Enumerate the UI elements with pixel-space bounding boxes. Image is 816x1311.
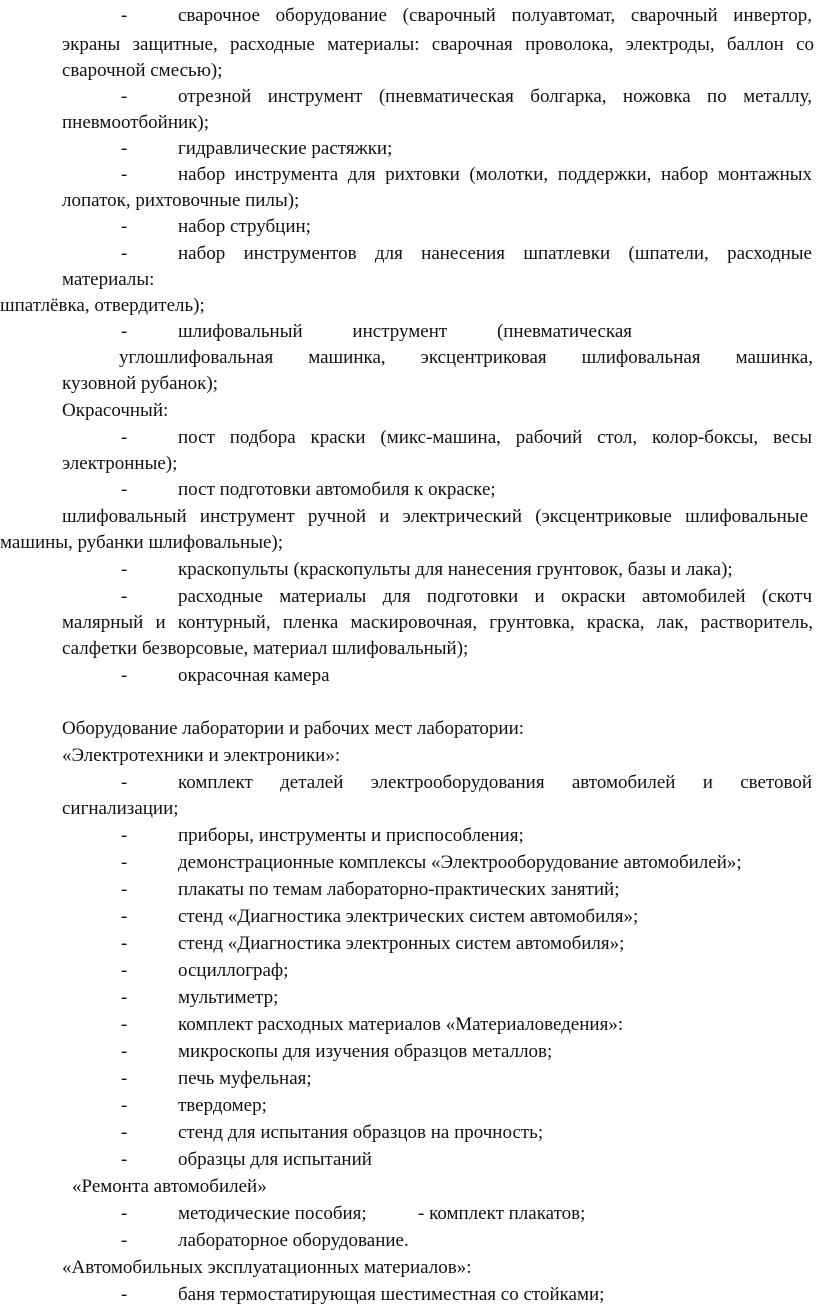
- list-item-text-inline: - комплект плакатов;: [418, 1203, 586, 1224]
- list-dash: -: [121, 164, 128, 185]
- section-heading: Оборудование лаборатории и рабочих мест лаборатории:: [62, 718, 525, 739]
- text-line: электронные);: [62, 453, 178, 474]
- list-item-text: пост подбора краски (микс-машина, рабочий стол, колор-боксы, весы: [178, 427, 812, 448]
- list-item-text: приборы, инструменты и приспособления;: [178, 825, 524, 846]
- list-dash: -: [121, 1068, 128, 1089]
- list-item-text: комплект расходных материалов «Материаловедения»:: [178, 1014, 624, 1035]
- list-dash: -: [121, 1041, 128, 1062]
- text-line: сварочной смесью);: [62, 60, 223, 81]
- list-dash: -: [121, 825, 128, 846]
- list-dash: -: [121, 321, 128, 342]
- list-item-text: набор инструментов для нанесения шпатлевки (шпатели, расходные: [178, 243, 812, 264]
- list-item-text: стенд для испытания образцов на прочность;: [178, 1122, 544, 1143]
- text-line: салфетки безворсовые, материал шлифовальный);: [62, 638, 469, 659]
- text-line: малярный и контурный, пленка маскировочная, грунтовка, краска, лак, растворитель,: [62, 612, 813, 633]
- list-dash: -: [121, 665, 128, 686]
- list-item-text: окрасочная камера: [178, 665, 330, 686]
- list-item: [0, 84, 816, 110]
- text-line: шлифовальный инструмент ручной и электрический (эксцентриковые шлифовальные: [62, 506, 808, 527]
- list-item-text: лабораторное оборудование.: [178, 1230, 409, 1251]
- list-item-text: микроскопы для изучения образцов металлов;: [178, 1041, 553, 1062]
- subsection-heading: «Автомобильных эксплуатационных материалов»:: [62, 1257, 472, 1278]
- list-item-text: плакаты по темам лабораторно-практических занятий;: [178, 879, 620, 900]
- list-item-text: расходные материалы для подготовки и окраски автомобилей (скотч: [178, 586, 812, 607]
- subsection-heading: «Ремонта автомобилей»: [72, 1176, 267, 1197]
- list-dash: -: [121, 906, 128, 927]
- list-dash: -: [121, 427, 128, 448]
- list-item: [0, 584, 816, 610]
- list-item-text: стенд «Диагностика электрических систем автомобиля»;: [178, 906, 639, 927]
- text-line: машины, рубанки шлифовальные);: [0, 532, 284, 553]
- list-dash: -: [121, 1203, 128, 1224]
- list-dash: -: [121, 1095, 128, 1116]
- list-item-text: твердомер;: [178, 1095, 267, 1116]
- list-item: [0, 1201, 816, 1227]
- subsection-heading: «Электротехники и электроники»:: [62, 745, 341, 766]
- text-line: пневмоотбойник);: [62, 112, 209, 133]
- text-line: кузовной рубанок);: [62, 373, 219, 394]
- list-item-text: методические пособия;: [178, 1203, 367, 1224]
- list-item-text: отрезной инструмент (пневматическая болгарка, ножовка по металлу,: [178, 86, 812, 107]
- list-dash: -: [121, 5, 128, 26]
- list-dash: -: [121, 86, 128, 107]
- list-dash: -: [121, 879, 128, 900]
- list-item-text: стенд «Диагностика электронных систем автомобиля»;: [178, 933, 625, 954]
- list-dash: -: [121, 479, 128, 500]
- list-item: [0, 770, 816, 796]
- list-item-text: печь муфельная;: [178, 1068, 312, 1089]
- list-item: [0, 241, 816, 267]
- list-item-text: шлифовальный инструмент (пневматическая: [178, 321, 632, 342]
- list-item-text: пост подготовки автомобиля к окраске;: [178, 479, 496, 500]
- list-item-text: набор инструмента для рихтовки (молотки, поддержки, набор монтажных: [178, 164, 812, 185]
- list-item-text: образцы для испытаний: [178, 1149, 372, 1170]
- list-item-text: сварочное оборудование (сварочный полуавтомат, сварочный инвертор,: [178, 5, 812, 26]
- list-dash: -: [121, 933, 128, 954]
- list-item-text: гидравлические растяжки;: [178, 138, 393, 159]
- list-dash: -: [121, 1230, 128, 1251]
- list-item-text: осциллограф;: [178, 960, 289, 981]
- list-item-text: краскопульты (краскопульты для нанесения грунтовок, базы и лака);: [178, 559, 733, 580]
- text-line: материалы:: [62, 269, 155, 290]
- list-item: [0, 162, 816, 188]
- list-item: [0, 319, 816, 345]
- text-line: лопаток, рихтовочные пилы);: [62, 190, 300, 211]
- text-line: сигнализации;: [62, 798, 179, 819]
- list-item: [0, 3, 816, 29]
- list-item-text: комплект деталей электрооборудования автомобилей и световой: [178, 772, 812, 793]
- list-dash: -: [121, 138, 128, 159]
- list-dash: -: [121, 852, 128, 873]
- text-line: экраны защитные, расходные материалы: сварочная проволока, электроды, баллон со: [62, 34, 814, 55]
- list-dash: -: [121, 1149, 128, 1170]
- list-dash: -: [121, 243, 128, 264]
- text-line: углошлифовальная машинка, эксцентриковая шлифовальная машинка,: [119, 347, 813, 368]
- text-line: шпатлёвка, отвердитель);: [0, 295, 205, 316]
- list-dash: -: [121, 559, 128, 580]
- list-dash: -: [121, 1014, 128, 1035]
- list-item-text: демонстрационные комплексы «Электрооборудование автомобилей»;: [178, 852, 742, 873]
- list-dash: -: [121, 960, 128, 981]
- list-dash: -: [121, 586, 128, 607]
- list-dash: -: [121, 1284, 128, 1305]
- list-dash: -: [121, 1122, 128, 1143]
- list-item-text: мультиметр;: [178, 987, 279, 1008]
- list-dash: -: [121, 772, 128, 793]
- list-item-text: баня термостатирующая шестиместная со стойками;: [178, 1284, 605, 1305]
- list-item: [0, 425, 816, 451]
- list-dash: -: [121, 216, 128, 237]
- list-dash: -: [121, 987, 128, 1008]
- section-heading: Окрасочный:: [62, 400, 169, 421]
- list-item-text: набор струбцин;: [178, 216, 311, 237]
